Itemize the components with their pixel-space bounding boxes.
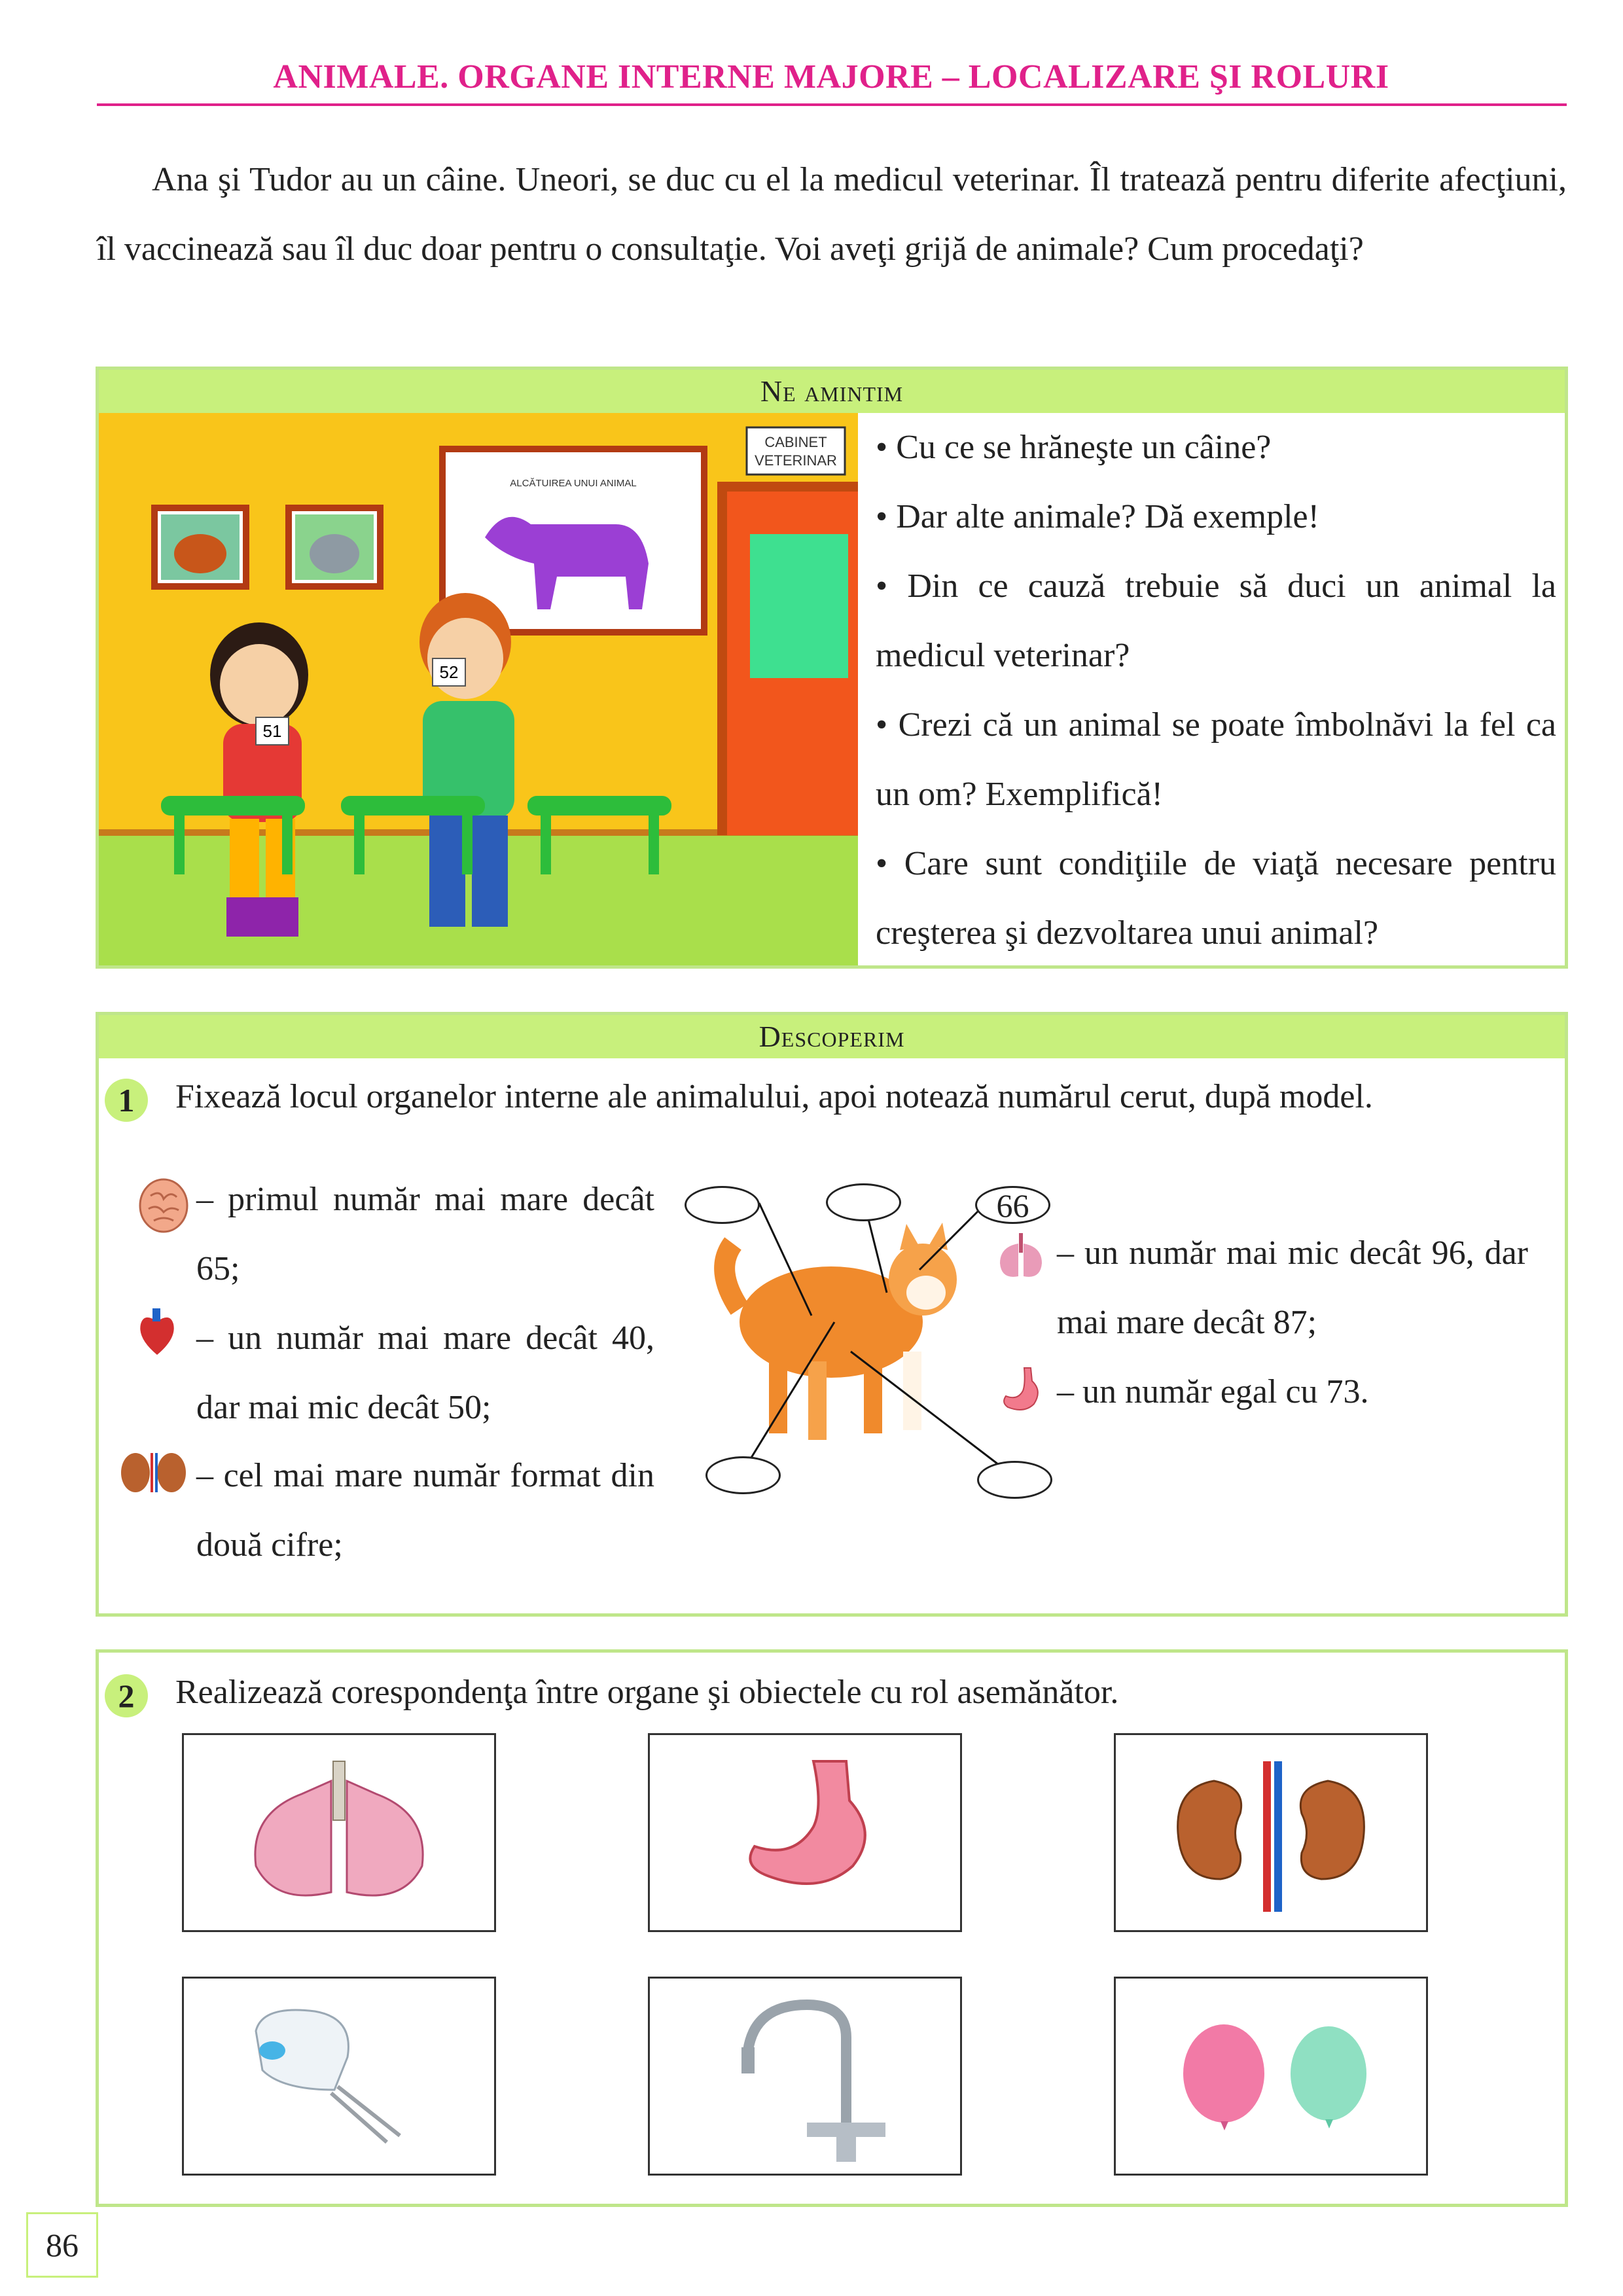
question-1: • Cu ce se hrăneşte un câine? xyxy=(876,429,1272,466)
stomach-icon xyxy=(998,1365,1044,1414)
task-2-number: 2 xyxy=(105,1674,148,1717)
remember-heading: Ne amintim xyxy=(99,370,1565,413)
stomach-icon xyxy=(650,1735,960,1930)
poster-title: ALCĂTUIREA UNUI ANIMAL xyxy=(510,478,637,489)
heart-icon xyxy=(134,1306,180,1358)
balloons-icon xyxy=(1116,1979,1426,2174)
card-stomach[interactable] xyxy=(648,1733,962,1932)
kidneys-icon xyxy=(1116,1735,1426,1930)
sign-line-2: VETERINAR xyxy=(755,452,837,469)
intro-paragraph xyxy=(97,145,1567,284)
discover-heading: Descoperim xyxy=(99,1015,1565,1058)
question-4: • Crezi că un animal se poate îmbolnăvi la fel ca un om? Exemplifică! xyxy=(876,706,1556,813)
ticket-boy: 52 xyxy=(439,662,459,682)
question-2: • Dar alte animale? Dă exemple! xyxy=(876,498,1319,535)
intro-text: Ana şi Tudor au un câine. Uneori, se duc cu el la medicul veterinar. Îl tratează pentru diferite afecţiuni, îl vaccinează sau îl duc doar pentru o consultaţie. Voi aveţi grijă de animale? Cum procedaţi? xyxy=(97,161,1567,268)
answer-oval-4[interactable] xyxy=(705,1456,781,1494)
clue-stomach: – un număr egal cu 73. xyxy=(1057,1373,1369,1410)
card-kidneys[interactable] xyxy=(1114,1733,1428,1932)
card-faucet[interactable] xyxy=(648,1977,962,2176)
faucet-icon xyxy=(650,1979,960,2174)
answer-oval-5[interactable] xyxy=(977,1461,1052,1499)
lungs-icon xyxy=(995,1230,1047,1283)
vet-waiting-room-illustration xyxy=(99,413,858,965)
answer-oval-2[interactable] xyxy=(826,1183,901,1221)
task-2-instruction: Realizează corespondenţa între organe şi obiectele cu rol asemănător. xyxy=(175,1674,1119,1711)
ticket-girl: 51 xyxy=(262,721,282,741)
answer-oval-1[interactable] xyxy=(685,1186,760,1224)
brain-icon xyxy=(134,1176,193,1235)
sign-line-1: CABINET xyxy=(764,434,827,450)
card-lungs[interactable] xyxy=(182,1733,496,1932)
lungs-icon xyxy=(184,1735,494,1930)
task-1-number: 1 xyxy=(105,1079,148,1122)
clue-heart: – un număr mai mare decât 40, dar mai mic decât 50; xyxy=(196,1319,654,1426)
remember-questions xyxy=(876,413,1556,968)
kidneys-icon xyxy=(119,1450,188,1496)
answer-oval-3[interactable]: 66 xyxy=(975,1186,1050,1224)
title-underline xyxy=(97,103,1567,106)
page-title: ANIMALE. ORGANE INTERNE MAJORE – LOCALIZARE ŞI ROLURI xyxy=(273,58,1389,96)
page-number: 86 xyxy=(26,2212,98,2278)
clue-lungs: – un număr mai mic decât 96, dar mai mare decât 87; xyxy=(1057,1234,1528,1341)
clue-brain: – primul număr mai mare decât 65; xyxy=(196,1181,654,1287)
task-1-instruction: Fixează locul organelor interne ale animalului, apoi notează numărul cerut, după model. xyxy=(175,1078,1373,1115)
question-5: • Care sunt condiţiile de viaţă necesare pentru creşterea şi dezvoltarea unui animal? xyxy=(876,845,1556,952)
card-mixer[interactable] xyxy=(182,1977,496,2176)
question-3: • Din ce cauză trebuie să duci un animal la medicul veterinar? xyxy=(876,567,1556,674)
mixer-icon xyxy=(184,1979,494,2174)
card-balloons[interactable] xyxy=(1114,1977,1428,2176)
clue-kidneys: – cel mai mare număr format din două cifre; xyxy=(196,1457,654,1564)
